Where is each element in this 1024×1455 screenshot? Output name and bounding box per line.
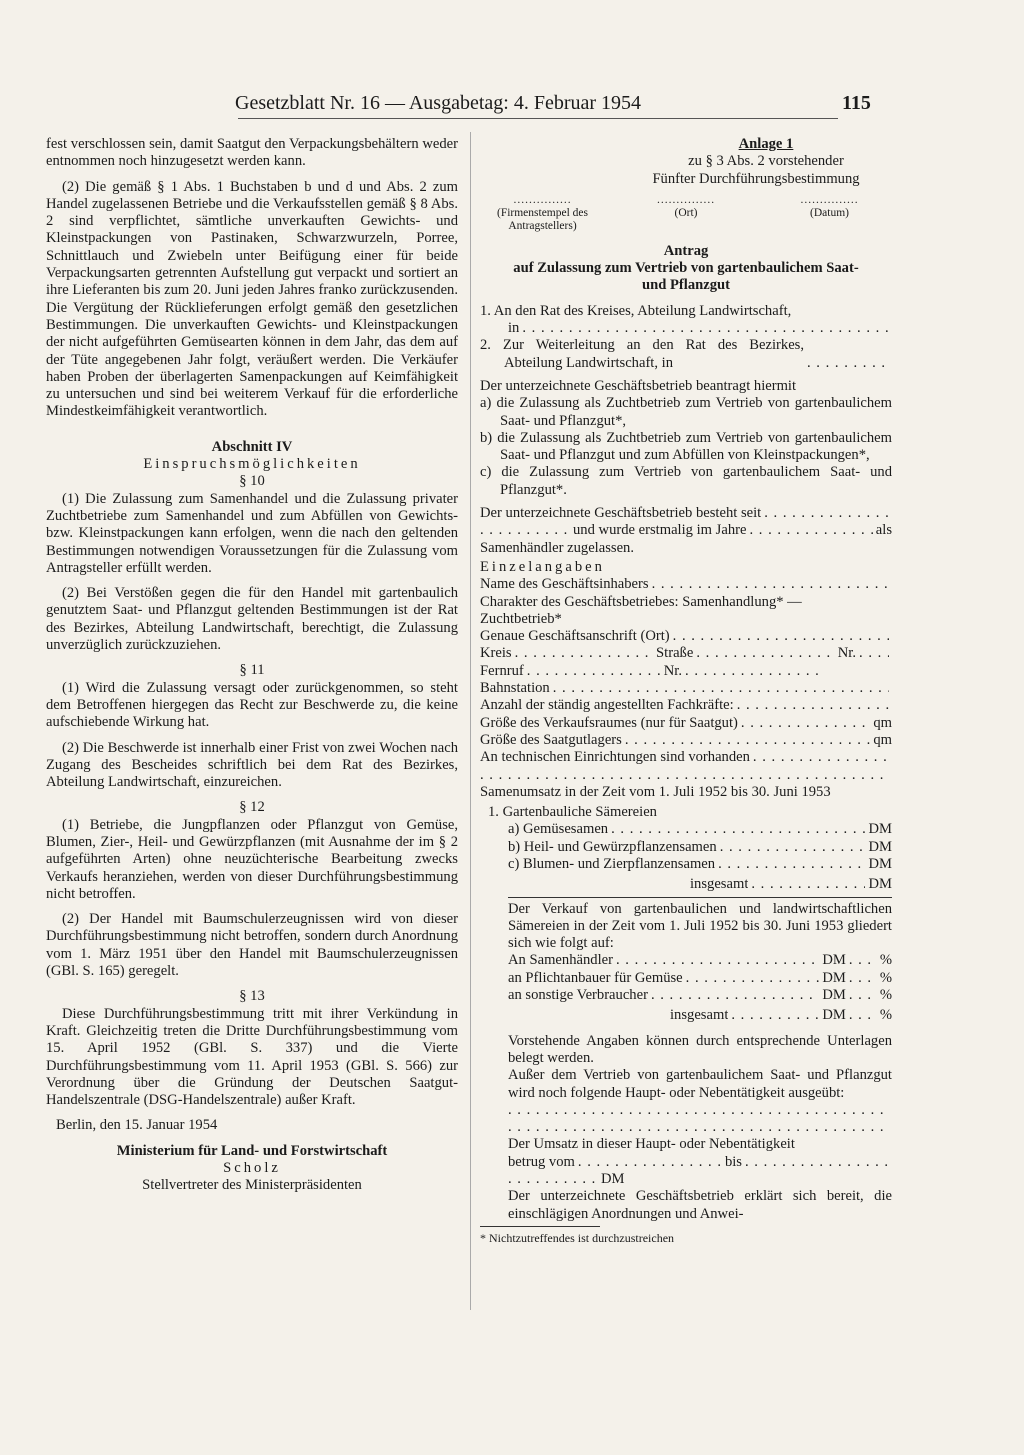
form-field — [480, 767, 892, 784]
form-subtitle: auf Zulassung zum Vertrieb von gartenbaulichem Saat- und Pflanzgut — [513, 260, 859, 294]
form-field: An Samenhändler . . . DM . . . % — [480, 952, 892, 969]
form-field: Zuchtbetrieb* — [480, 610, 562, 627]
form-item: 1. Gartenbauliche Sämereien — [488, 804, 657, 821]
paragraph: Der Umsatz in dieser Haupt- oder Nebentätigkeit — [508, 1136, 795, 1153]
option-b: b) die Zulassung als Zuchtbetrieb zum Vertrieb von gartenbaulichem Saat- und Pflanzgut und zum Abfüllen von Kleinstpackungen*, — [480, 429, 892, 464]
form-total: insgesamt . . . DM . . . % — [480, 1007, 892, 1024]
page-number: 115 — [842, 92, 871, 114]
form-field: Der unterzeichnete Geschäftsbetrieb besteht seit . . . — [480, 505, 892, 522]
paragraph-number: § 10 — [239, 473, 265, 490]
paragraph: (2) Der Handel mit Baumschulerzeugnissen wird von dieser Durchführungsbestimmung nicht betroffen, sondern durch Anordnung vom 1. März 1951 über den Handel mit Baumschulerzeugnissen (GBl. S. 165) geregelt. — [46, 911, 458, 980]
paragraph: (2) Die Beschwerde ist innerhalb einer Frist von zwei Wochen nach Zugang des Bescheides schriftlich bei dem Rat des Bezirkes, Abteilung Landwirtschaft, einzureichen. — [46, 739, 458, 791]
form-field: in . . . — [480, 320, 892, 337]
ministry-name: Ministerium für Land- und Forstwirtschaft — [116, 1142, 388, 1159]
form-field: Anzahl der ständig angestellten Fachkräfte: . . . — [480, 697, 892, 714]
form-field: Charakter des Geschäftsbetriebes: Samenhandlung* — — [480, 593, 802, 610]
rule — [508, 897, 892, 898]
signature-date: Berlin, den 15. Januar 1954 — [56, 1117, 218, 1134]
paragraph-number: § 13 — [239, 988, 265, 1005]
form-field: b) Heil- und Gewürzpflanzensamen . . . DM — [480, 839, 892, 856]
form-field: Name des Geschäftsinhabers . . . — [480, 576, 892, 593]
form-field: a) Gemüsesamen . . . DM — [480, 821, 892, 838]
paragraph: (2) Die gemäß § 1 Abs. 1 Buchstaben b und d und Abs. 2 zum Handel zugelassenen Betriebe und die Verkaufsstellen gemäß § 8 Abs. 2 sind verpflichtet, sämtliche unverkauften Gewichts- und Kleinstpackungen von Pastinaken, Schwarzwurzeln, Porree, Schnittlauch und Zwiebeln unter Beifügung einer für beide Verpackungsarten getrennten Aufstellung gut verpackt und sortiert an ihre Lieferanten bis zum 20. Juni jeden Jahres franko zurückzusenden. Die Vergütung der Rücklieferungen erfolgt gemäß den gesetzlichen Bestimmungen. Die unverkauften Gewichts- und Kleinstpackungen der nicht aufgeführten Gemüsearten können in dem Jahr, das dem auf der Tüte angegebenen Jahr folgt, veräußert werden. Die Verkäufer haben Proben der überlagerten Samenpackungen auf Keimfähigkeit zu untersuchen und sind bei weiterem Verkauf für die erforderliche Mindestkeimfähigkeit verantwortlich. — [46, 178, 458, 420]
section-heading: Einzelangaben — [480, 558, 605, 575]
form-field: c) Blumen- und Zierpflanzensamen . . . DM — [480, 856, 892, 873]
right-column — [480, 136, 892, 1245]
paragraph: Der Verkauf von gartenbaulichen und landwirtschaftlichen Sämereien in der Zeit vom 1. Juli 1952 bis 30. Juni 1953 gliedert sich wie folgt auf: — [508, 900, 892, 952]
form-field: Größe des Verkaufsraumes (nur für Saatgut) . . . qm — [480, 715, 892, 732]
paragraph: Der unterzeichnete Geschäftsbetrieb erklärt sich bereit, die einschlägigen Anordnungen und Anwei- — [508, 1188, 892, 1222]
annex-title: Anlage 1 — [738, 136, 794, 152]
paragraph: (2) Bei Verstößen gegen die für den Handel mit gartenbaulich genutztem Saat- und Pflanzgut geltenden Bestimmungen ist der Rat des Bezirkes, Abteilung Landwirtschaft, berechtigt, die Zulassung unverzüglich zurückzuziehen. — [46, 585, 458, 654]
date-label: (Datum) — [810, 206, 849, 219]
annex-reference: zu § 3 Abs. 2 vorstehender — [688, 153, 844, 170]
form-total: insgesamt . . . DM — [480, 876, 892, 893]
form-field — [480, 1119, 892, 1136]
form-field: Genaue Geschäftsanschrift (Ort) . . . — [480, 628, 892, 645]
footnote-rule — [480, 1226, 600, 1227]
option-a: a) die Zulassung als Zuchtbetrieb zum Vertrieb von gartenbaulichem Saat- und Pflanzgut*, — [480, 395, 892, 429]
paragraph: (1) Betriebe, die Jungpflanzen oder Pflanzgut von Gemüse, Blumen, Zier-, Heil- und Gewürzpflanzen (mit Ausnahme der im § 2 aufgeführten Arten) ohne neuzüchterische Bearbeitung zwecks Verkaufs heranziehen, werden von dieser Durchführungsbestimmung nicht betroffen. — [46, 816, 458, 902]
paragraph: fest verschlossen sein, damit Saatgut den Verpackungsbehältern weder entnommen noch hinzugesetzt werden kann. — [46, 136, 458, 170]
paragraph: Vorstehende Angaben können durch entsprechende Unterlagen belegt werden. — [508, 1032, 892, 1066]
option-c: c) die Zulassung zum Vertrieb von gartenbaulichem Saat- und Pflanzgut*. — [480, 464, 892, 498]
place-label: (Ort) — [674, 206, 698, 219]
paragraph-number: § 12 — [239, 799, 265, 816]
stamp-row: ............... (Firmenstempel des Antragstellers) ............... (Ort) ............... (Datum) — [480, 194, 892, 233]
paragraph: (1) Die Zulassung zum Samenhandel und die Zulassung privater Zuchtbetriebe zum Samenhandel und zum Abfüllen von Gewichts- bzw. Kleinstpackungen kann erfolgen, wenn die nach den geltenden Bestimmungen notwendigen Voraussetzungen für die Zulassung vom Antragsteller erfüllt werden. — [46, 490, 458, 576]
form-item: 1. An den Rat des Kreises, Abteilung Landwirtschaft, — [480, 302, 792, 319]
paragraph: Der unterzeichnete Geschäftsbetrieb beantragt hiermit — [480, 377, 797, 394]
footnote: * Nichtzutreffendes ist durchzustreichen — [480, 1230, 675, 1245]
signer-title: Stellvertreter des Ministerpräsidenten — [142, 1177, 362, 1194]
paragraph-number: § 11 — [239, 662, 265, 679]
form-field: . . . und wurde erstmalig im Jahre . . . als — [480, 522, 892, 539]
form-field — [480, 1102, 892, 1119]
form-field: Größe des Saatgutlagers . . . qm — [480, 732, 892, 749]
left-column — [46, 136, 458, 1195]
form-field: Bahnstation . . . — [480, 680, 892, 697]
form-field: an Pflichtanbauer für Gemüse . . . DM . . . % — [480, 970, 892, 987]
form-field: betrug vom . . . bis . . . — [480, 1154, 892, 1171]
page-header — [0, 88, 1024, 118]
form-field: 2. Zur Weiterleitung an den Rat des Bezirkes, Abteilung Landwirtschaft, in . . . — [480, 337, 892, 372]
header-rule — [238, 118, 838, 119]
signer-name: Scholz — [223, 1160, 281, 1177]
form-field: Samenumsatz in der Zeit vom 1. Juli 1952 bis 30. Juni 1953 — [480, 783, 831, 800]
column-divider — [470, 132, 471, 1310]
section-heading: Abschnitt IV — [211, 438, 293, 455]
form-field: an sonstige Verbraucher . . . DM . . . % — [480, 987, 892, 1004]
form-field: An technischen Einrichtungen sind vorhanden . . . — [480, 749, 892, 766]
stamp-label: (Firmenstempel des Antragstellers) — [496, 206, 589, 232]
form-field: . . . DM — [480, 1171, 892, 1188]
section-subheading: Einspruchsmöglichkeiten — [143, 456, 361, 473]
paragraph: Diese Durchführungsbestimmung tritt mit ihrer Verkündung in Kraft. Gleichzeitig treten die Dritte Durchführungsbestimmung vom 15. April 1952 (GBl. S. 337) und die Vierte Durchführungsbestimmung vom 11. April 1953 (GBl. S. 566) zur Verordnung über die Gründung der Deutschen Saatgut-Handelszentrale (DSG-Handelszentrale) außer Kraft. — [46, 1005, 458, 1109]
paragraph: (1) Wird die Zulassung versagt oder zurückgenommen, so steht dem Betroffenen hiergegen das Recht zur Beschwerde zu, die keine aufschiebende Wirkung hat. — [46, 679, 458, 731]
paragraph: Außer dem Vertrieb von gartenbaulichem Saat- und Pflanzgut wird noch folgende Haupt- oder Nebentätigkeit ausgeübt: — [508, 1067, 892, 1101]
header-title: Gesetzblatt Nr. 16 — Ausgabetag: 4. Februar 1954 — [235, 92, 642, 114]
annex-reference: Fünfter Durchführungsbestimmung — [652, 170, 860, 187]
form-field: Kreis . . . Straße . . . Nr. . . . — [480, 645, 892, 662]
paragraph: Samenhändler zugelassen. — [480, 539, 634, 556]
form-field: Fernruf . . . Nr. . . . — [480, 663, 892, 680]
form-title: Antrag — [663, 242, 709, 259]
